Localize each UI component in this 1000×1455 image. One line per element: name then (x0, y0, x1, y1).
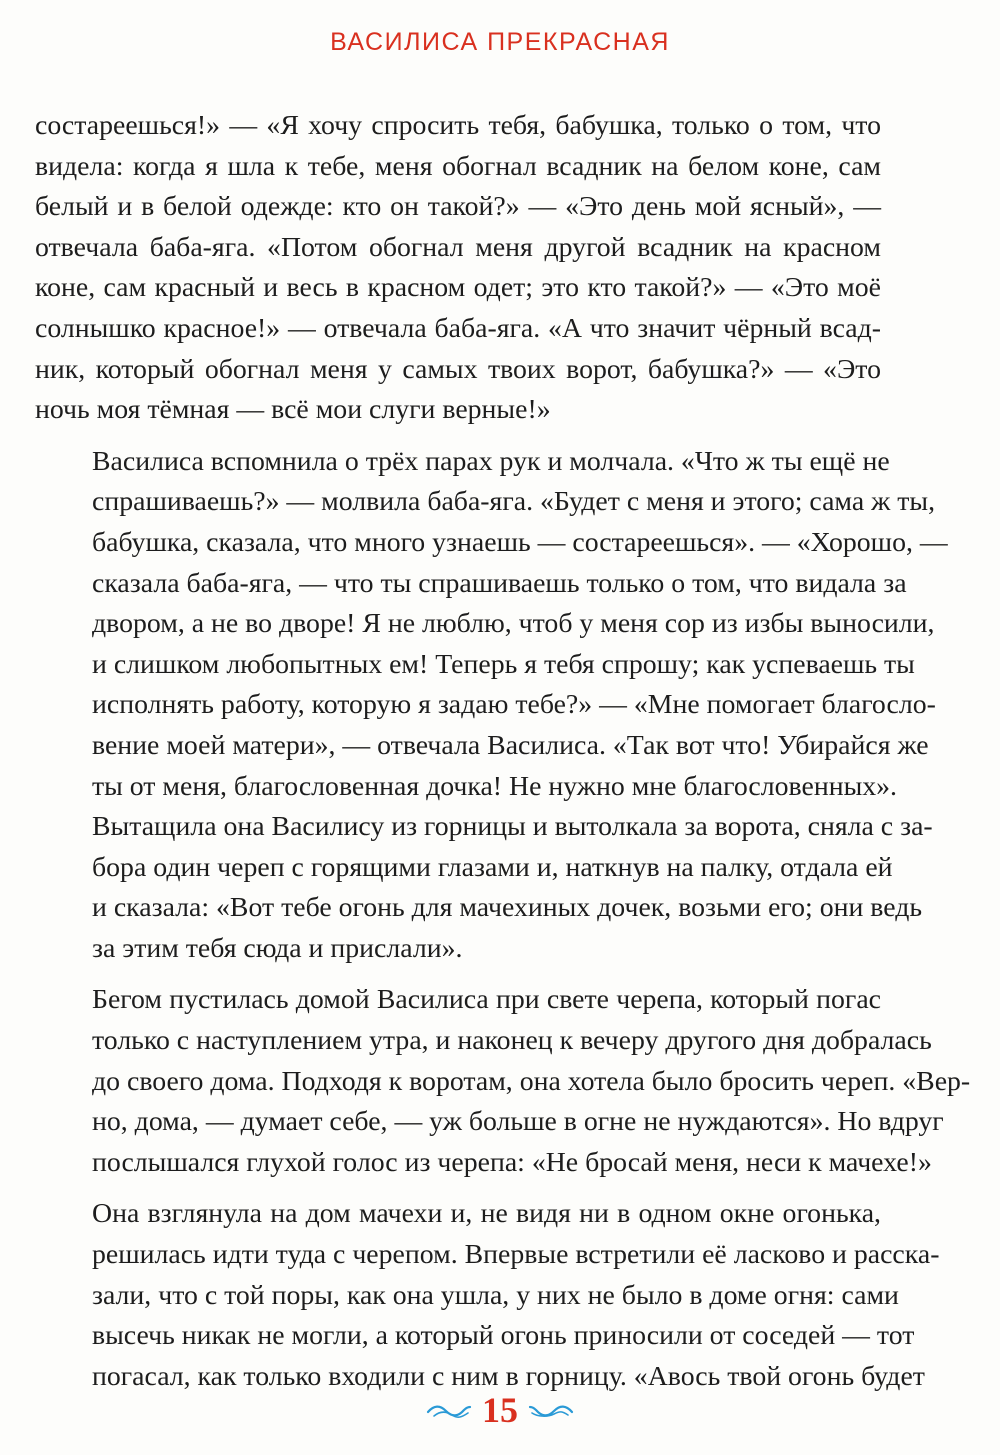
text-line: отвечала баба-яга. «Потом обогнал меня другой всадник на красном (35, 231, 881, 263)
wave-ornament-left-icon (426, 1401, 472, 1419)
paragraph (35, 106, 881, 431)
text-line: двором, а не во дворе! Я не люблю, чтоб у меня сор из избы выносили, (92, 608, 935, 640)
text-line: высечь никак не могли, а который огонь приносили от соседей — тот (92, 1320, 915, 1352)
text-line: за этим тебя сюда и прислали». (92, 932, 463, 964)
wave-ornament-right-icon (528, 1401, 574, 1419)
text-line: ты от меня, благословенная дочка! Не нужно мне благословенных». (92, 770, 897, 802)
text-line: но, дома, — думает себе, — уж больше в огне не нуждаются». Но вдруг (92, 1106, 944, 1138)
text-line: и слишком любопытных ем! Теперь я тебя спрошу; как успеваешь ты (92, 648, 915, 680)
story-text (35, 106, 971, 1397)
text-line: видела: когда я шла к тебе, меня обогнал всадник на белом коне, сам (35, 150, 881, 182)
paragraph (35, 980, 971, 1183)
text-line: исполнять работу, которую я задаю тебе?» — «Мне помогает благосло- (92, 689, 936, 721)
text-line: Вытащила она Василису из горницы и вытолкала за ворота, сняла с за- (92, 811, 933, 843)
paragraph (35, 442, 948, 970)
page-folio (0, 1392, 1000, 1428)
text-line: Бегом пустилась домой Василиса при свете черепа, который погас (92, 984, 881, 1016)
text-line: солнышко красное!» — отвечала баба-яга. «А что значит чёрный всад- (35, 312, 881, 344)
text-line: только с наступлением утра, и наконец к вечеру другого дня добралась (92, 1025, 932, 1057)
text-line: состареешься!» — «Я хочу спросить тебя, бабушка, только о том, что (35, 110, 881, 141)
text-line: погасал, как только входили с ним в горницу. «Авось твой огонь будет (92, 1360, 925, 1392)
text-line: и сказала: «Вот тебе огонь для мачехиных дочек, возьми его; они ведь (92, 892, 923, 924)
text-line: бабушка, сказала, что много узнаешь — состареешься». — «Хорошо, — (92, 526, 948, 558)
running-head-title: ВАСИЛИСА ПРЕКРАСНАЯ (330, 28, 670, 56)
text-line: Она взглянула на дом мачехи и, не видя ни в одном окне огонька, (92, 1198, 881, 1230)
text-line: белый и в белой одежде: кто он такой?» — «Это день мой ясный», — (35, 191, 881, 223)
text-line: бора один череп с горящими глазами и, наткнув на палку, отдала ей (92, 851, 893, 883)
text-line: вение моей матери», — отвечала Василиса. «Так вот что! Убирайся же (92, 729, 929, 761)
page-number: 15 (482, 1390, 518, 1430)
text-line: послышался глухой голос из черепа: «Не бросай меня, неси к мачехе!» (92, 1146, 932, 1178)
text-line: решилась идти туда с черепом. Впервые встретили её ласково и расска- (92, 1239, 940, 1271)
text-line: зали, что с той поры, как она ушла, у них не было в доме огня: сами (92, 1279, 899, 1311)
text-line: ник, который обогнал меня у самых твоих ворот, бабушка?» — «Это (35, 353, 881, 385)
text-line: спрашиваешь?» — молвила баба-яга. «Будет с меня и этого; сама ж ты, (92, 486, 936, 518)
text-line: Василиса вспомнила о трёх парах рук и молчала. «Что ж ты ещё не (92, 445, 890, 477)
paragraph (35, 1194, 940, 1397)
text-line: до своего дома. Подходя к воротам, она хотела было бросить череп. «Вер- (92, 1065, 971, 1097)
text-line: сказала баба-яга, — что ты спрашиваешь только о том, что видала за (92, 567, 907, 599)
text-line: ночь моя тёмная — всё мои слуги верные!» (35, 394, 551, 426)
text-line: коне, сам красный и весь в красном одет; это кто такой?» — «Это моё (35, 272, 881, 304)
